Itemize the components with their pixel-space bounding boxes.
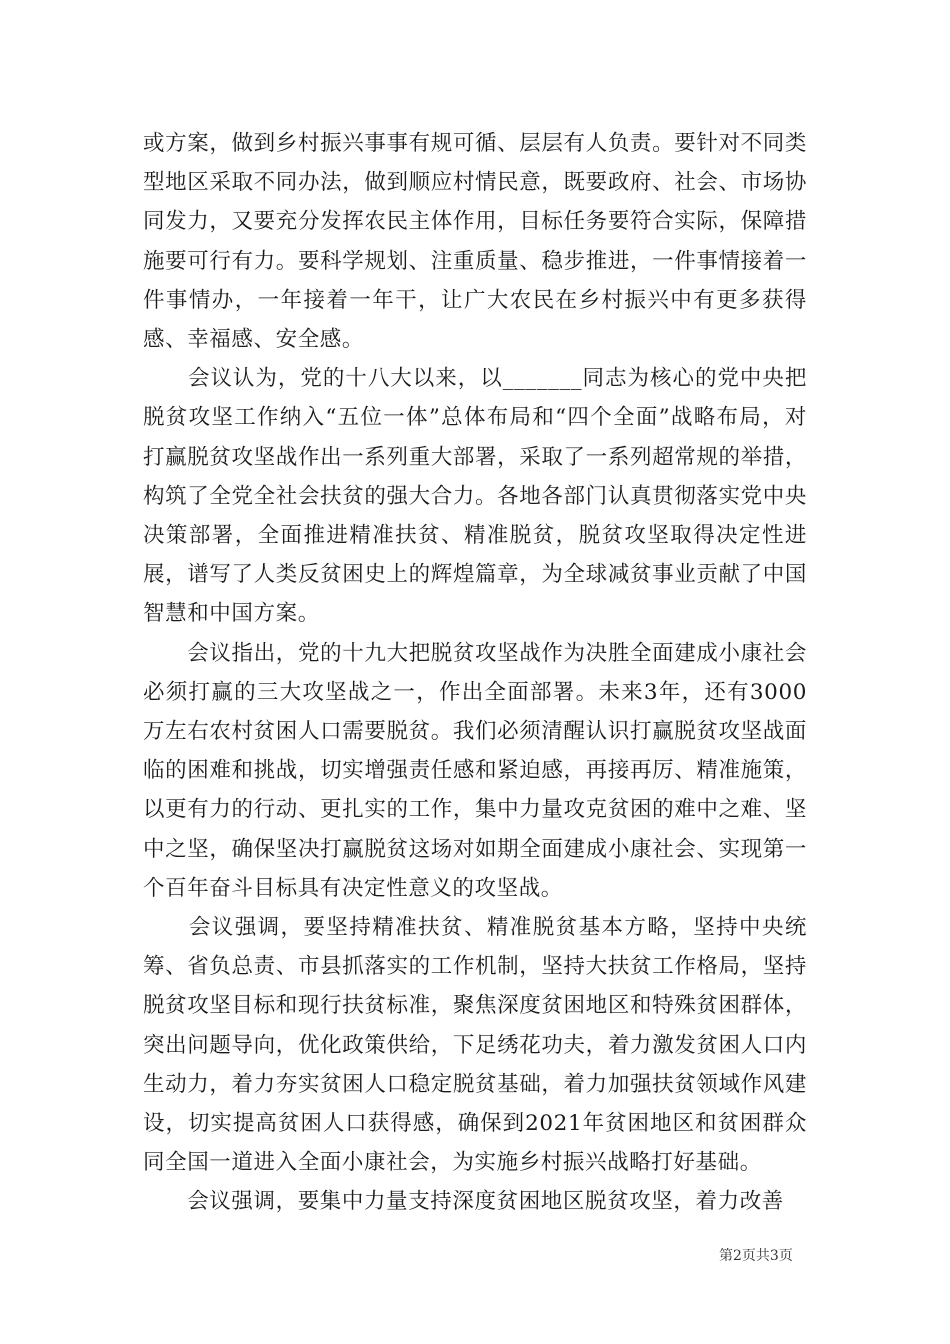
paragraph: 会议认为，党的十八大以来，以_______同志为核心的党中央把脱贫攻坚工作纳入“五位一体”总体布局和“四个全面”战略布局，对打赢脱贫攻坚战作出一系列重大部署，采取了一系列超常规的举措，构筑了全党全社会扶贫的强大合力。各地各部门认真贯彻落实党中央决策部署，全面推进精准扶贫、精准脱贫，脱贫攻坚取得决定性进展，谱写了人类反贫困史上的辉煌篇章，为全球减贫事业贡献了中国智慧和中国方案。 — [143, 366, 807, 627]
paragraph: 会议强调，要坚持精准扶贫、精准脱贫基本方略，坚持中央统筹、省负总责、市县抓落实的工作机制，坚持大扶贫工作格局，坚持脱贫攻坚目标和现行扶贫标准，聚焦深度贫困地区和特殊贫困群体，突出问题导向，优化政策供给，下足绣花功夫，着力激发贫困人口内生动力，着力夯实贫困人口稳定脱贫基础，着力加强扶贫领域作风建设，切实提高贫困人口获得感，确保到2021年贫困地区和贫困群众同全国一道进入全面小康社会，为实施乡村振兴战略打好基础。 — [143, 915, 807, 1176]
body-text — [143, 124, 807, 1222]
page-number: 第2页共3页 — [719, 1248, 793, 1264]
paragraph: 会议指出，党的十九大把脱贫攻坚战作为决胜全面建成小康社会必须打赢的三大攻坚战之一，作出全面部署。未来3年，还有3000万左右农村贫困人口需要脱贫。我们必须清醒认识打赢脱贫攻坚战面临的困难和挑战，切实增强责任感和紧迫感，再接再厉、精准施策，以更有力的行动、更扎实的工作，集中力量攻克贫困的难中之难、坚中之坚，确保坚决打赢脱贫这场对如期全面建成小康社会、实现第一个百年奋斗目标具有决定性意义的攻坚战。 — [143, 640, 807, 901]
paragraph: 会议强调，要集中力量支持深度贫困地区脱贫攻坚，着力改善 — [143, 1189, 784, 1215]
paragraph: 或方案，做到乡村振兴事事有规可循、层层有人负责。要针对不同类型地区采取不同办法，做到顺应村情民意，既要政府、社会、市场协同发力，又要充分发挥农民主体作用，目标任务要符合实际，保障措施要可行有力。要科学规划、注重质量、稳步推进，一件事情接着一件事情办，一年接着一年干，让广大农民在乡村振兴中有更多获得感、幸福感、安全感。 — [143, 131, 807, 353]
